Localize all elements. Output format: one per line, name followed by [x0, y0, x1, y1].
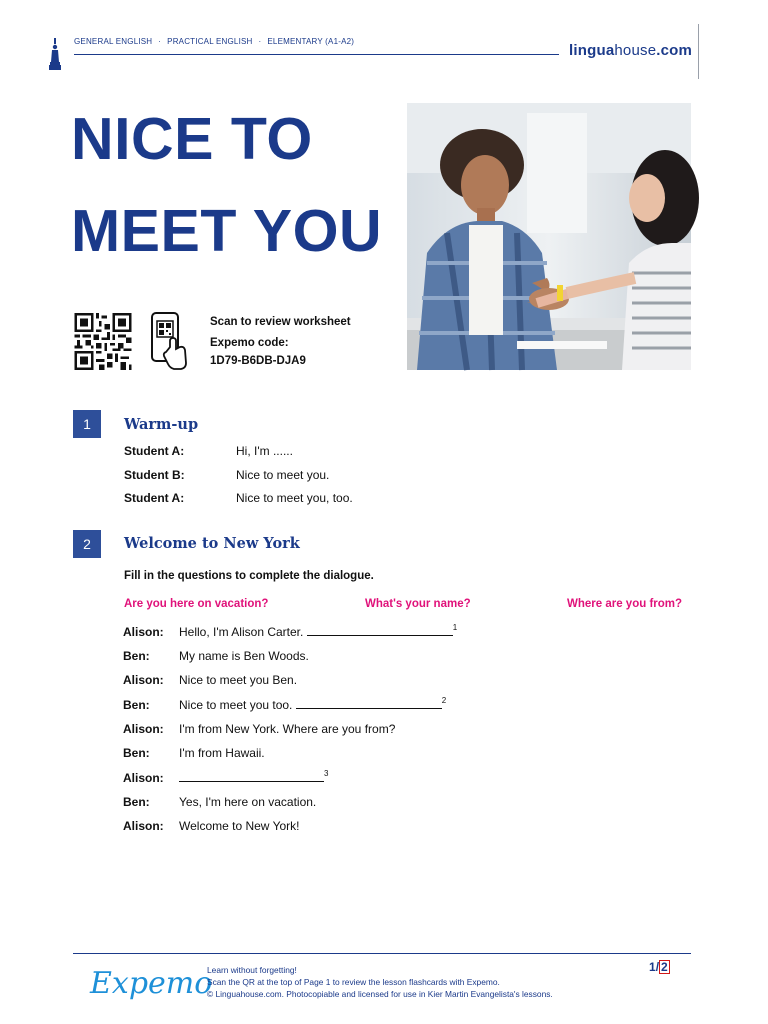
option-name: What's your name? — [365, 598, 471, 610]
warmup-line — [124, 467, 329, 483]
footer-copyright: © Linguahouse.com. Photocopiable and licensed for use in Kier Martin Evangelista's lessons. — [207, 988, 553, 999]
breadcrumb-level[interactable]: ELEMENTARY (A1-A2) — [267, 37, 355, 46]
speaker: Ben: — [123, 698, 150, 712]
scan-label: Scan to review worksheet — [210, 316, 351, 328]
speaker: Student A: — [124, 491, 185, 505]
header-divider — [74, 54, 559, 55]
speaker: Ben: — [123, 795, 150, 809]
dialogue-line — [123, 818, 300, 834]
linguahouse-logo[interactable]: linguahouse.com — [569, 42, 693, 59]
statue-of-liberty-icon — [48, 38, 62, 70]
footer-text — [207, 965, 553, 1000]
breadcrumb-general[interactable]: GENERAL ENGLISH — [74, 37, 153, 46]
dialogue-line — [123, 648, 309, 664]
title-line-2: MEET YOU — [71, 198, 383, 265]
blank-number: 2 — [441, 696, 447, 705]
qr-code[interactable] — [73, 313, 133, 370]
line-text: Nice to meet you. — [236, 468, 330, 482]
page-title — [71, 93, 382, 277]
section-2-title: Welcome to New York — [124, 535, 300, 552]
title-line-1: NICE TO — [71, 106, 313, 172]
footer-divider — [73, 953, 691, 954]
speaker: Student B: — [124, 468, 185, 482]
speaker: Alison: — [123, 673, 164, 687]
footer-tagline: Learn without forgetting! — [207, 965, 297, 975]
line-text: Nice to meet you, too. — [236, 491, 353, 505]
answer-blank-1[interactable] — [307, 625, 453, 636]
speaker: Alison: — [123, 722, 164, 736]
speaker: Ben: — [123, 649, 150, 663]
answer-blank-2[interactable] — [296, 698, 442, 709]
expemo-code-label: Expemo code: — [210, 337, 289, 350]
dialogue-line — [123, 745, 265, 761]
breadcrumb-separator: · — [258, 37, 262, 46]
section-1-number: 1 — [73, 410, 101, 438]
page-header — [48, 30, 708, 80]
section-2-number: 2 — [73, 530, 101, 558]
line-text: My name is Ben Woods. — [179, 649, 309, 663]
blank-number: 1 — [452, 623, 458, 632]
dialogue-line — [123, 697, 446, 713]
section-1-title: Warm-up — [124, 416, 199, 433]
handshake-photo — [407, 103, 691, 370]
line-text: Hi, I'm ...... — [236, 444, 293, 458]
answer-blank-3[interactable] — [179, 771, 324, 782]
warmup-line — [124, 443, 293, 459]
dialogue-line — [123, 794, 316, 810]
dialogue-line — [123, 672, 297, 688]
line-text: Yes, I'm here on vacation. — [179, 795, 317, 809]
line-text: I'm from Hawaii. — [179, 746, 265, 760]
next-page-link[interactable]: 2 — [661, 960, 668, 974]
warmup-line — [124, 490, 353, 506]
svg-text:Expemo: Expemo — [90, 966, 213, 1001]
expemo-code: 1D79-B6DB-DJA9 — [210, 354, 306, 367]
speaker: Alison: — [123, 819, 164, 833]
breadcrumb — [74, 37, 354, 46]
scan-info — [210, 313, 351, 373]
breadcrumb-separator: · — [158, 37, 162, 46]
header-vertical-divider — [698, 24, 699, 79]
dialogue-line — [123, 770, 328, 786]
page-number: 1/ 2 — [649, 960, 668, 974]
blank-number: 3 — [324, 769, 329, 778]
line-text: Nice to meet you Ben. — [179, 673, 298, 687]
breadcrumb-practical[interactable]: PRACTICAL ENGLISH — [167, 37, 253, 46]
line-text: Welcome to New York! — [179, 819, 300, 833]
option-from: Where are you from? — [567, 598, 683, 610]
line-text: Hello, I'm Alison Carter. — [179, 625, 304, 639]
instruction: Fill in the questions to complete the dialogue. — [124, 570, 374, 582]
footer-scan-note: Scan the QR at the top of Page 1 to review the lesson flashcards with Expemo. — [207, 976, 500, 987]
dialogue-line — [123, 721, 395, 737]
line-text: I'm from New York. Where are you from? — [179, 722, 396, 736]
option-vacation: Are you here on vacation? — [124, 598, 269, 610]
speaker: Alison: — [123, 625, 164, 639]
speaker: Ben: — [123, 746, 150, 760]
speaker: Student A: — [124, 444, 185, 458]
line-text: Nice to meet you too. — [179, 698, 293, 712]
expemo-logo[interactable] — [88, 958, 213, 1008]
phone-scan-icon — [150, 311, 192, 371]
speaker: Alison: — [123, 771, 164, 785]
dialogue-line — [123, 624, 457, 640]
